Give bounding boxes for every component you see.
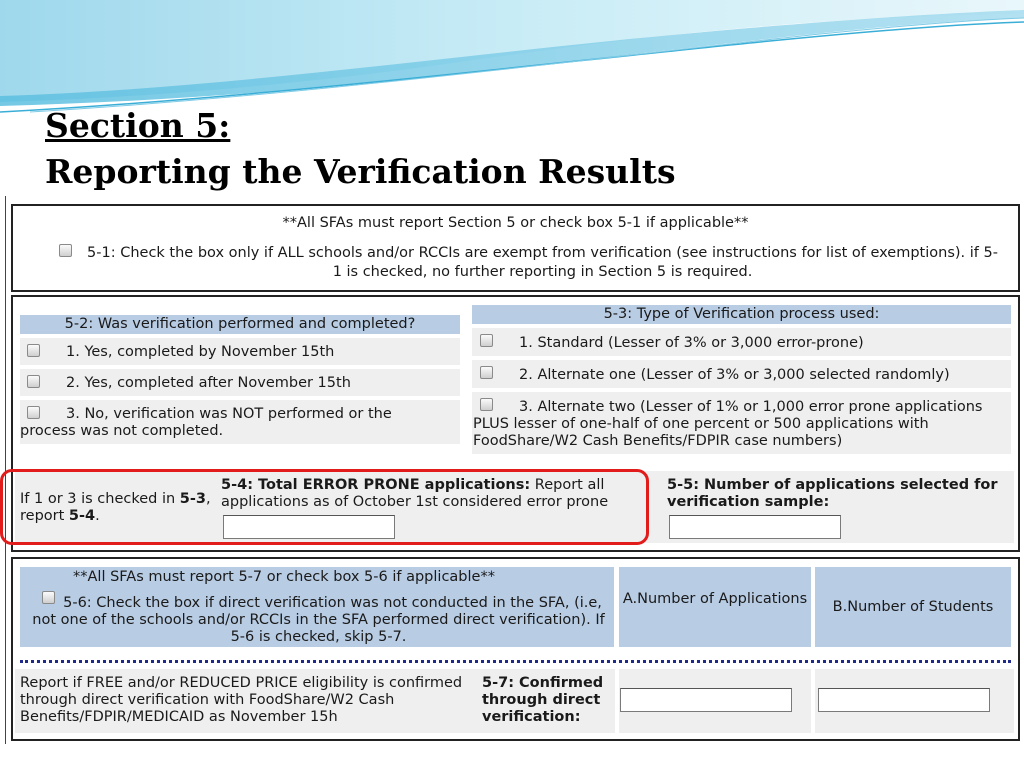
q54-highlight-outline (0, 469, 649, 545)
section-5-1-box (11, 204, 1020, 292)
item-5-6-text: 5-6: Check the box if direct verification was not conducted in the SFA, (i.e, not one of the schools and/or RCCIs in the SFA performed direct verification). If 5-6 is checked, skip 5-7. (32, 595, 605, 645)
q52-option-3-label: 3. No, verification was NOT performed or the process was not completed. (20, 406, 392, 439)
checkbox-5-3-2[interactable] (480, 366, 493, 379)
section-number: Section 5: (45, 106, 231, 145)
q53-option-2-label: 2. Alternate one (Lesser of 3% or 3,000 selected randomly) (519, 367, 950, 383)
q52-header: 5-2: Was verification performed and completed? (20, 315, 460, 334)
checkbox-5-3-1[interactable] (480, 334, 493, 347)
q53-option-1-label: 1. Standard (Lesser of 3% or 3,000 error-prone) (519, 335, 864, 351)
col-a-header: A.Number of Applications (619, 567, 811, 647)
q57-number-of-applications-input[interactable] (620, 688, 792, 712)
q52-option-1-row (20, 338, 460, 365)
box3-header: **All SFAs must report 5-7 or check box 5-6 if applicable** (73, 569, 495, 585)
q54-note-end: . (95, 508, 100, 524)
q54-note-mid: , report (20, 491, 211, 524)
q57-cell-divider (615, 669, 619, 733)
q54-note-prefix: If 1 or 3 is checked in (20, 491, 180, 507)
checkbox-5-1[interactable] (59, 244, 72, 257)
q53-option-3-row (472, 392, 1011, 454)
q57-cell-divider-2 (811, 669, 815, 733)
q57-label: 5-7: Confirmed through direct verification: (482, 675, 604, 725)
q54-note-ref-53: 5-3 (179, 491, 206, 507)
item-5-1-text: 5-1: Check the box only if ALL schools and/or RCCIs are exempt from verification (see instructions for list of exemptions). if 5-1 is checked, no further reporting in Section 5 is required. (87, 245, 998, 280)
q54-title: 5-4: Total ERROR PRONE applications: (221, 477, 531, 493)
q52-option-2-row (20, 369, 460, 396)
q53-option-2-row (472, 360, 1011, 388)
report-direct-verification-text: Report if FREE and/or REDUCED PRICE eligibility is confirmed through direct verification with FoodShare/W2 Cash Benefits/FDPIR/MEDICAID as November 15h (20, 675, 463, 725)
checkbox-5-2-2[interactable] (27, 375, 40, 388)
q55-sample-count-input[interactable] (669, 515, 841, 539)
section-title: Reporting the Verification Results (45, 152, 676, 191)
dotted-divider (20, 660, 1011, 663)
checkbox-5-2-1[interactable] (27, 344, 40, 357)
box1-header: **All SFAs must report Section 5 or check box 5-1 if applicable** (282, 215, 749, 231)
section-5-6-5-7-box (11, 557, 1020, 741)
q53-header: 5-3: Type of Verification process used: (472, 305, 1011, 324)
q52-option-1-label: 1. Yes, completed by November 15th (66, 344, 335, 360)
q52-option-3-row (20, 400, 460, 444)
q54-description: Report all applications as of October 1st considered error prone (221, 477, 609, 510)
q53-option-1-row (472, 328, 1011, 356)
q52-option-2-label: 2. Yes, completed after November 15th (66, 375, 351, 391)
q54-note-ref-54: 5-4 (68, 508, 96, 524)
q53-option-3-label: 3. Alternate two (Lesser of 1% or 1,000 error prone applications PLUS lesser of one-half of one percent or 500 applications with FoodShare/W2 Cash Benefits/FDPIR case numbers) (473, 399, 983, 449)
q57-number-of-students-input[interactable] (818, 688, 990, 712)
slide-title (45, 103, 676, 195)
col-b-header: B.Number of Students (815, 567, 1011, 647)
q55-label: 5-5: Number of applications selected for verification sample: (667, 477, 998, 510)
